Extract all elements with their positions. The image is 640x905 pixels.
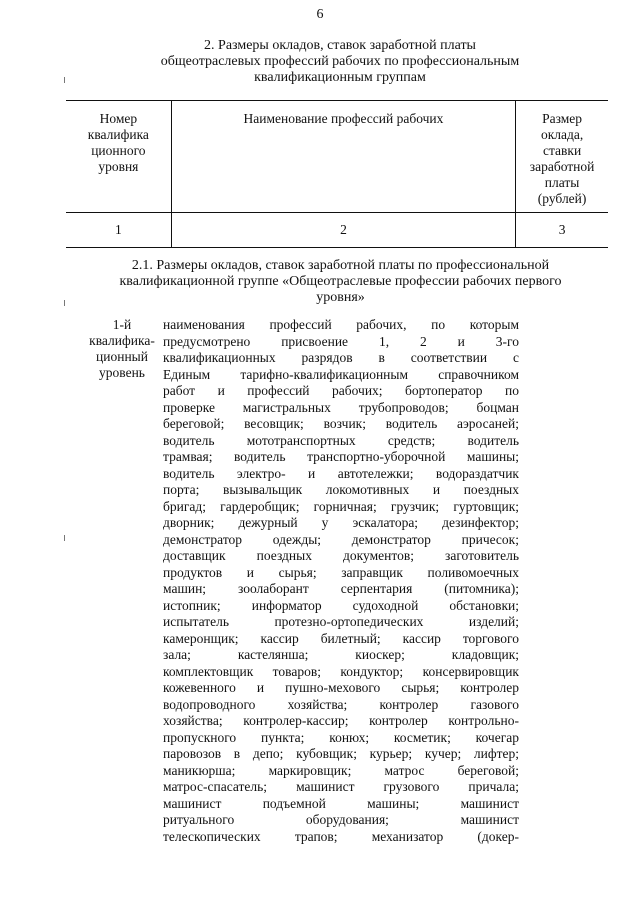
header-line: (рублей) [537, 191, 587, 206]
subheading-line: уровня» [316, 290, 365, 305]
body-line: зала; кастелянша; киоскер; кладовщик; [163, 647, 519, 662]
body-line: предусмотрено присвоение 1, 2 и 3-го [163, 333, 519, 349]
subsection-heading [88, 258, 593, 306]
body-line: камеронщик; кассир билетный; кассир торгового [163, 630, 519, 646]
body-line: пропускного пункта; конюх; косметик; кочегар [163, 729, 519, 745]
body-line: работ и профессий рабочих; бортоператор по [163, 383, 519, 398]
column-number: 2 [171, 213, 515, 248]
col-salary-header [516, 101, 608, 213]
body-line: береговой; весовщик; возчик; водитель аэросаней; [163, 416, 519, 431]
body-line: истопник; информатор судоходной обстановки; [163, 597, 519, 613]
body-line: проверке магистральных трубопроводов; боцман [163, 399, 519, 415]
body-line: водитель электро- и автотележки; водораздатчик [163, 465, 519, 481]
level-line: квалифика- [89, 333, 155, 348]
body-line: бригад; гардеробщик; горничная; грузчик; гуртовщик; [163, 498, 519, 514]
header-line: ставки [542, 143, 582, 158]
body-line: хозяйства; контролер-кассир; контролер контрольно- [163, 713, 519, 728]
scan-mark [64, 535, 65, 541]
header-line: платы [544, 175, 580, 190]
body-line: наименования профессий рабочих, по которым [163, 317, 519, 332]
header-line: уровня [98, 159, 139, 174]
header-line: Наименование профессий рабочих [243, 111, 444, 126]
body-line: машин; зоолаборант серпентария (питомника); [163, 581, 519, 596]
body-line: водопроводного хозяйства; контролер газового [163, 696, 519, 712]
body-line: паровозов в депо; кубовщик; курьер; кучер; лифтер; [163, 746, 519, 761]
table-number-row [66, 213, 608, 248]
table-header-row [66, 101, 608, 213]
scan-mark [64, 77, 65, 83]
heading-line: квалификационным группам [254, 70, 426, 85]
header-line: оклада, [540, 127, 584, 142]
body-line: испытатель протезно-ортопедических изделий; [163, 614, 519, 629]
body-line: квалификационных разрядов в соответствии с [163, 350, 519, 365]
header-line: квалифика [87, 127, 149, 142]
profession-list-text [163, 317, 519, 845]
body-line: дворник; дежурный у эскалатора; дезинфектор; [163, 515, 519, 530]
body-line: машинист подъемной машины; машинист [163, 795, 519, 811]
body-line: комплектовщик товаров; кондуктор; консервировщик [163, 663, 519, 679]
header-line: Размер [542, 111, 583, 126]
body-line: маникюрша; маркировщик; матрос береговой; [163, 762, 519, 778]
body-line: телескопических трапов; механизатор (докер- [163, 828, 519, 844]
header-line: заработной [529, 159, 595, 174]
scan-mark [64, 300, 65, 306]
body-line: демонстратор одежды; демонстратор причесок; [163, 531, 519, 547]
body-line: порта; вызывальщик локомотивных и поездных [163, 482, 519, 497]
body-line: матрос-спасатель; машинист грузового причала; [163, 779, 519, 794]
column-number: 3 [558, 222, 566, 237]
body-line: кожевенного и пушно-мехового сырья; контролер [163, 680, 519, 695]
level-line: уровень [99, 365, 145, 380]
level-line: 1-й [112, 317, 132, 332]
section-heading [90, 38, 590, 86]
col-level-number-header [66, 101, 171, 213]
body-line: ритуального оборудования; машинист [163, 812, 519, 827]
level-line: ционный [96, 349, 148, 364]
column-number: 1 [66, 213, 171, 248]
qualification-level-label [78, 317, 166, 381]
col-profession-name-header [171, 101, 515, 213]
body-line: доставщик поездных документов; заготовитель [163, 548, 519, 563]
body-line: трамвая; водитель транспортно-уборочной машины; [163, 449, 519, 464]
header-table [66, 100, 608, 248]
header-line: ционного [91, 143, 146, 158]
header-line: Номер [99, 111, 138, 126]
body-line: водитель мототранспортных средств; водитель [163, 432, 519, 448]
heading-line: общеотраслевых профессий рабочих по профессиональным [160, 54, 520, 69]
page-number: 6 [316, 7, 324, 22]
heading-line: 2. Размеры окладов, ставок заработной платы [204, 38, 476, 53]
body-line: продуктов и сырья; заправщик поливомоечных [163, 564, 519, 580]
subheading-line: 2.1. Размеры окладов, ставок заработной платы по профессиональной [131, 258, 550, 273]
body-line: Единым тарифно-квалификационным справочником [163, 366, 519, 382]
subheading-line: квалификационной группе «Общеотраслевые профессии рабочих первого [119, 274, 562, 289]
